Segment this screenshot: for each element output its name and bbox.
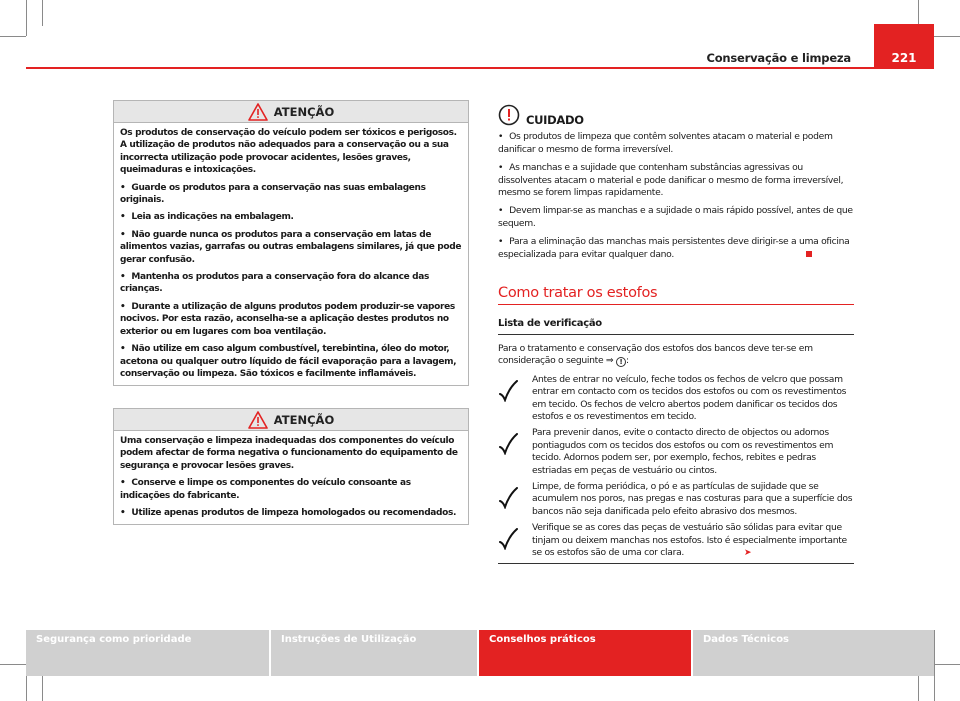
caution-bullet: • Devem limpar-se as manchas e a sujidade o mais rápido possível, antes de que sequem.	[498, 205, 854, 230]
checklist-text-content: Verifique se as cores das peças de vestuário são sólidas para evitar que tinjam ou deixem manchas nos estofos. Isto é especialmente importante se os estofos são de uma cor clara.	[532, 522, 847, 558]
checklist-text: Limpe, de forma periódica, o pó e as partículas de sujidade que se acumulem nos poros, nas pregas e nas costuras para que a superfície dos bancos não seja danificada pelo efeito abrasivo dos mesmos.	[532, 480, 853, 517]
warning-heading: ATENÇÃO	[273, 104, 335, 119]
crop-mark	[918, 0, 919, 26]
warning-intro: Uma conservação e limpeza inadequadas dos componentes do veículo podem afectar de forma negativa o funcionamento do equipamento de segurança e provocar lesões graves.	[120, 436, 458, 471]
warning-triangle-icon	[248, 411, 268, 429]
caution-bullet: • Para a eliminação das manchas mais persistentes deve dirigir-se a uma oficina especializada para evitar qualquer dano.	[498, 236, 849, 259]
crop-mark	[0, 36, 26, 37]
continue-arrow-icon: ➤	[744, 547, 752, 558]
warning-bullet: • Utilize apenas produtos de limpeza homologados ou recomendados.	[120, 507, 462, 519]
section-subtitle: Lista de verificação	[498, 318, 854, 334]
section-title: Como tratar os estofos	[498, 287, 854, 305]
crop-mark	[918, 676, 919, 701]
warning-box-toxic-products	[113, 100, 469, 386]
page-header-title: Conservação e limpeza	[706, 51, 851, 65]
footer-tab-safety[interactable]: Segurança como prioridade	[26, 630, 269, 676]
warning-body	[114, 123, 468, 385]
warning-intro: Os produtos de conservação do veículo podem ser tóxicos e perigosos. A utilização de produtos não adequados para a conservação ou a sua incorrecta utilização pode provocar acidentes, lesões graves, queimaduras e intoxicações.	[120, 128, 457, 176]
crop-mark	[934, 36, 960, 37]
checklist-item	[498, 427, 854, 477]
caution-circle-icon	[498, 104, 520, 126]
footer-tab-instructions[interactable]: Instruções de Utilização	[271, 630, 477, 676]
warning-bullet: • Conserve e limpe os componentes do veículo consoante as indicações do fabricante.	[120, 477, 462, 502]
warning-header	[114, 409, 468, 431]
crop-mark	[934, 630, 935, 701]
crop-mark	[0, 664, 26, 665]
header-divider	[26, 67, 934, 69]
right-column	[498, 104, 854, 568]
crop-mark	[26, 0, 27, 36]
warning-triangle-icon	[248, 103, 268, 121]
crop-mark	[42, 0, 43, 26]
warning-heading: ATENÇÃO	[273, 412, 335, 427]
section-intro-end: :	[625, 355, 629, 367]
section-intro-text: Para o tratamento e conservação dos estofos dos bancos deve ter-se em consideração o seguinte ⇒	[498, 342, 813, 367]
checklist-text	[532, 522, 854, 559]
caution-bullet: • As manchas e a sujidade que contenham substâncias agressivas ou dissolventes atacam o material e pode danificar o mesmo de forma irreversível, mesmo se forem limpas rapidamente.	[498, 162, 854, 199]
footer-tab-technical-data[interactable]: Dados Técnicos	[693, 630, 934, 676]
footer-tab-practical-tips[interactable]: Conselhos práticos	[479, 630, 691, 676]
caution-heading: CUIDADO	[526, 113, 584, 127]
section-intro	[498, 343, 854, 368]
warning-bullet: • Não guarde nunca os produtos para a conservação em latas de alimentos vazias, garrafas ou outras embalagens similares, já que pode gerar confusão.	[120, 229, 462, 266]
warning-header	[114, 101, 468, 123]
checkmark-icon	[498, 380, 518, 402]
crop-mark	[42, 676, 43, 701]
checkmark-icon	[498, 528, 518, 550]
checkmark-icon	[498, 433, 518, 455]
section-end-marker	[806, 251, 812, 257]
checklist-text: Antes de entrar no veículo, feche todos os fechos de velcro que possam entrar em contacto com os tecidos dos estofos ou com os revestimentos em tecido. Os fechos de velcro abertos podem danificar os tecidos dos estofos e os revestimentos em tecido.	[532, 373, 847, 422]
warning-bullet: • Não utilize em caso algum combustível, terebintina, óleo do motor, acetona ou qualquer outro líquido de fácil evaporação para a lavagem, conservação ou limpeza. São tóxicos e facilmente inflamáveis.	[120, 343, 462, 380]
caution-bullet: • Os produtos de limpeza que contêm solventes atacam o material e podem danificar o mesmo de forma irreversível.	[498, 131, 854, 156]
checklist-item	[498, 481, 854, 518]
caution-header	[498, 104, 854, 126]
caution-reference-icon[interactable]: !	[616, 357, 626, 367]
caution-last-bullet	[498, 236, 854, 261]
warning-bullet: • Mantenha os produtos para a conservação fora do alcance das crianças.	[120, 271, 462, 296]
warning-bullet: • Guarde os produtos para a conservação nas suas embalagens originais.	[120, 182, 462, 207]
warning-bullet: • Leia as indicações na embalagem.	[120, 211, 462, 223]
checklist-item	[498, 522, 854, 564]
checklist-item	[498, 374, 854, 424]
checkmark-icon	[498, 487, 518, 509]
page-number: 221	[874, 24, 934, 69]
warning-bullet: • Durante a utilização de alguns produtos podem produzir-se vapores nocivos. Por esta razão, aconselha-se a aplicação destes produtos no exterior ou em lugares com boa ventilação.	[120, 301, 462, 338]
warning-box-safety-components	[113, 408, 469, 525]
checklist-text: Para prevenir danos, evite o contacto directo de objectos ou adornos pontiagudos com os tecidos dos estofos ou com os revestimentos em tecido. Adornos podem ser, por exemplo, fechos, rebites e pedras estriadas em peças de vestuário ou cintos.	[532, 427, 834, 476]
warning-body	[114, 431, 468, 524]
crop-mark	[934, 664, 960, 665]
